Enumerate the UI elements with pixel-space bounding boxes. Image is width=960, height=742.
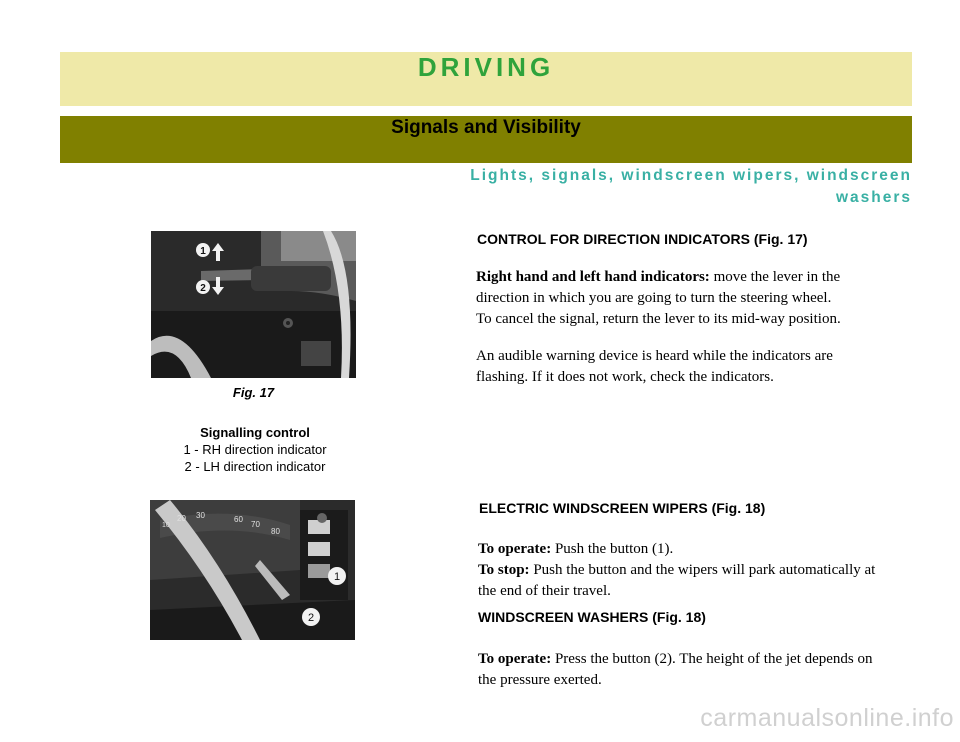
caption-title: Signalling control — [200, 425, 310, 440]
dial-number: 70 — [251, 520, 260, 529]
dial-number: 10 — [162, 522, 170, 529]
wipers-paragraph — [478, 539, 908, 602]
steering-column-illustration — [151, 231, 356, 378]
indicators-line-1: move the lever in the — [709, 269, 841, 285]
fig18-marker-1: 1 — [333, 571, 341, 583]
washers-heading: WINDSCREEN WASHERS (Fig. 18) — [478, 609, 706, 625]
chapter-title: DRIVING — [417, 52, 555, 82]
dial-number: 60 — [234, 515, 243, 524]
caption-line-1: 1 - RH direction indicator — [183, 442, 327, 457]
indicators-line-3: To cancel the signal, return the lever to its mid-way position. — [476, 311, 841, 327]
fig17-marker-1: 1 — [200, 246, 206, 257]
caption-line-2: 2 - LH direction indicator — [184, 459, 326, 474]
subtitle-line-1: Lights, signals, windscreen wipers, windscreen — [470, 167, 912, 184]
wipers-heading: ELECTRIC WINDSCREEN WIPERS (Fig. 18) — [479, 500, 766, 516]
section-subtitle — [420, 165, 912, 209]
washers-line-2: the pressure exerted. — [478, 672, 602, 688]
warning-line-1: An audible warning device is heard while the indicators are — [476, 348, 833, 364]
wipers-operate-text: Push the button (1). — [551, 541, 674, 557]
fig18-photo — [150, 500, 355, 640]
indicators-heading: CONTROL FOR DIRECTION INDICATORS (Fig. 17) — [477, 231, 808, 247]
indicators-paragraph — [476, 267, 876, 330]
dial-number: 30 — [196, 511, 205, 520]
fig17-caption — [150, 424, 360, 475]
warning-line-2: flashing. If it does not work, check the indicators. — [476, 369, 774, 385]
indicators-lead: Right hand and left hand indicators: — [476, 269, 710, 285]
fig17-photo — [151, 231, 356, 378]
dial-number: 20 — [177, 514, 186, 523]
watermark: carmanualsonline.info — [700, 704, 954, 732]
dial-number: 80 — [271, 527, 280, 536]
dashboard-illustration — [150, 500, 355, 640]
fig17-label: Fig. 17 — [232, 385, 275, 400]
wipers-stop-text: Push the button and the wipers will park automatically at — [529, 562, 876, 578]
fig17-marker-2: 2 — [200, 283, 206, 294]
wipers-stop-lead: To stop: — [478, 562, 530, 578]
section-title: Signals and Visibility — [391, 117, 581, 138]
subtitle-line-2: washers — [835, 189, 912, 206]
washers-paragraph — [478, 649, 898, 691]
warning-paragraph — [476, 346, 876, 388]
fig18-marker-2: 2 — [307, 612, 315, 624]
wipers-stop-line-2: the end of their travel. — [478, 583, 611, 599]
indicators-line-2: direction in which you are going to turn the steering wheel. — [476, 290, 832, 306]
washers-operate-lead: To operate: — [478, 651, 552, 667]
washers-operate-text: Press the button (2). The height of the jet depends on — [551, 651, 873, 667]
wipers-operate-lead: To operate: — [478, 541, 552, 557]
